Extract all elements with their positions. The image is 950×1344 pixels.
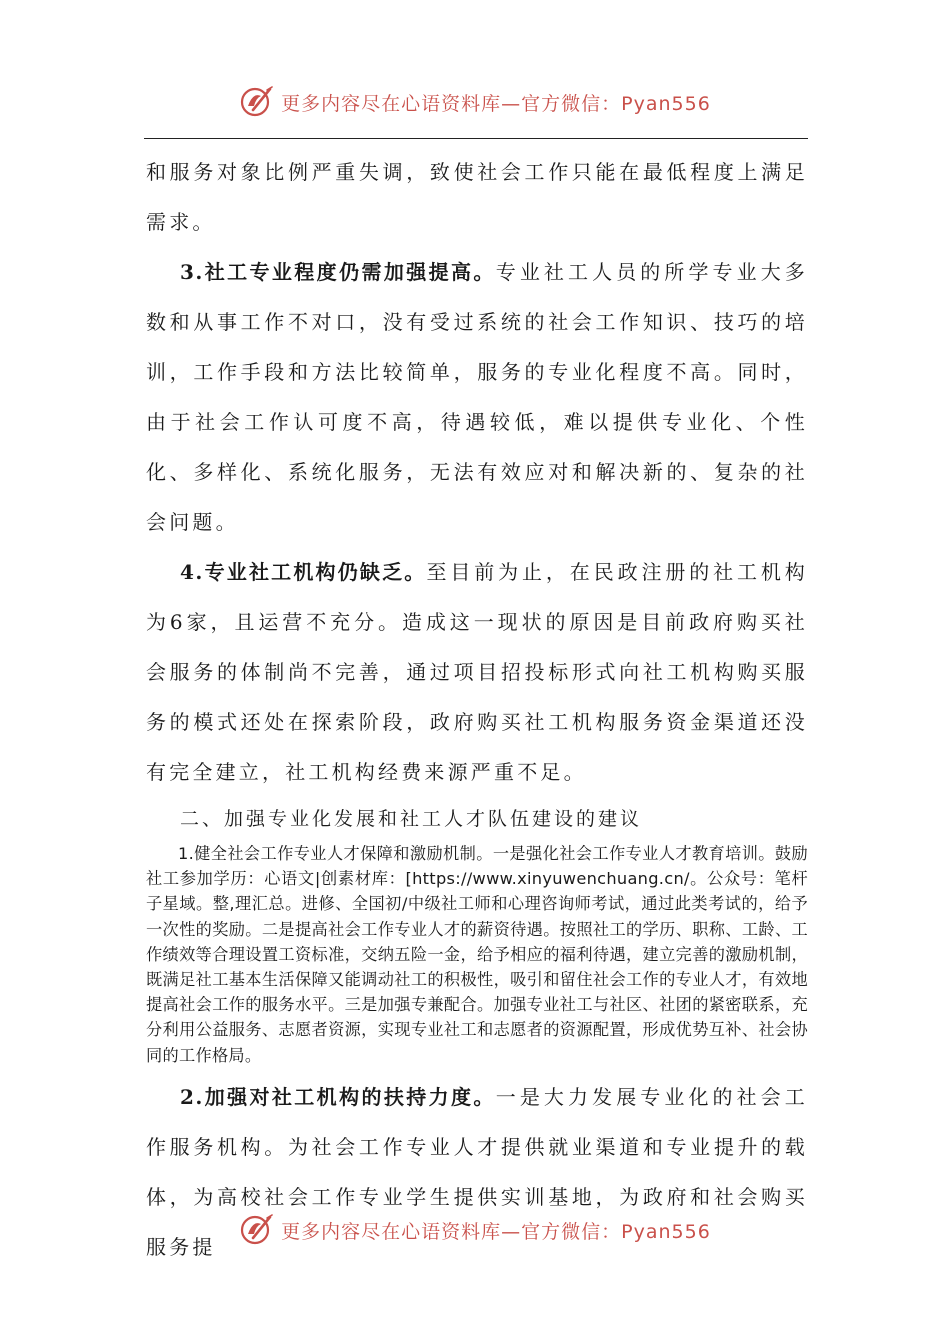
item-3-title: 3.社工专业程度仍需加强提高。 — [180, 260, 496, 284]
item-3-text: 专业社工人员的所学专业大多数和从事工作不对口，没有受过系统的社会工作知识、技巧的培训，工作手段和方法比较简单，服务的专业化程度不高。同时，由于社会工作认可度不高，待遇较低，难以提供专业化、个性化、多样化、系统化服务，无法有效应对和解决新的、复杂的社会问题。 — [146, 260, 808, 534]
pen-logo-icon — [239, 84, 275, 120]
paragraph-suggestion-1: 1.健全社会工作专业人才保障和激励机制。一是强化社会工作专业人才教育培训。鼓励社工参加学历：心语文|创素材库：[https://www.xinyuwenchuang.cn/。公众号：笔杆子星域。整,理汇总。进修、全国初/中级社工师和心理咨询师考试，通过此类考试的，给予一次性的奖励。二是提高社会工作专业人才的薪资待遇。按照社工的学历、职称、工龄、工作绩效等合理设置工资标准，交纳五险一金，给予相应的福利待遇，建立完善的激励机制，既满足社工基本生活保障又能调动社工的积极性，吸引和留住社会工作的专业人才，有效地提高社会工作的服务水平。三是加强专兼配合。加强专业社工与社区、社团的紧密联系，充分利用公益服务、志愿者资源，实现专业社工和志愿者的资源配置，形成优势互补、社会协同的工作格局。 — [146, 844, 808, 1065]
paragraph-item-3 — [146, 247, 808, 547]
pen-logo-icon — [239, 1212, 275, 1248]
item-4-title: 4.专业社工机构仍缺乏。 — [180, 560, 427, 584]
document-body — [146, 147, 808, 1272]
section-heading: 二、加强专业化发展和社工人才队伍建设的建议 — [180, 808, 643, 830]
paragraph-item-4 — [146, 547, 808, 797]
footer-banner — [0, 1208, 950, 1252]
header-divider — [144, 138, 808, 139]
footer-banner-text: 更多内容尽在心语资料库—官方微信：Pyan556 — [281, 1220, 711, 1243]
item-4-text: 至目前为止，在民政注册的社工机构为6家，且运营不充分。造成这一现状的原因是目前政府购买社会服务的体制尚不完善，通过项目招投标形式向社工机构购买服务的模式还处在探索阶段，政府购买社工机构服务资金渠道还没有完全建立，社工机构经费来源严重不足。 — [146, 560, 808, 784]
header-banner-text: 更多内容尽在心语资料库—官方微信：Pyan556 — [281, 92, 711, 115]
suggestion-2-title: 2.加强对社工机构的扶持力度。 — [180, 1084, 496, 1109]
paragraph-continuation: 和服务对象比例严重失调，致使社会工作只能在最低程度上满足需求。 — [146, 160, 808, 234]
suggestion-2-text: 一是大力发展专业化的社会工作服务机构。为社会工作专业人才提供就业渠道和专业提升的载体，为高校社会工作专业学生提供实训基地，为政府和社会购买服务提 — [146, 1084, 808, 1259]
header-banner — [0, 80, 950, 124]
